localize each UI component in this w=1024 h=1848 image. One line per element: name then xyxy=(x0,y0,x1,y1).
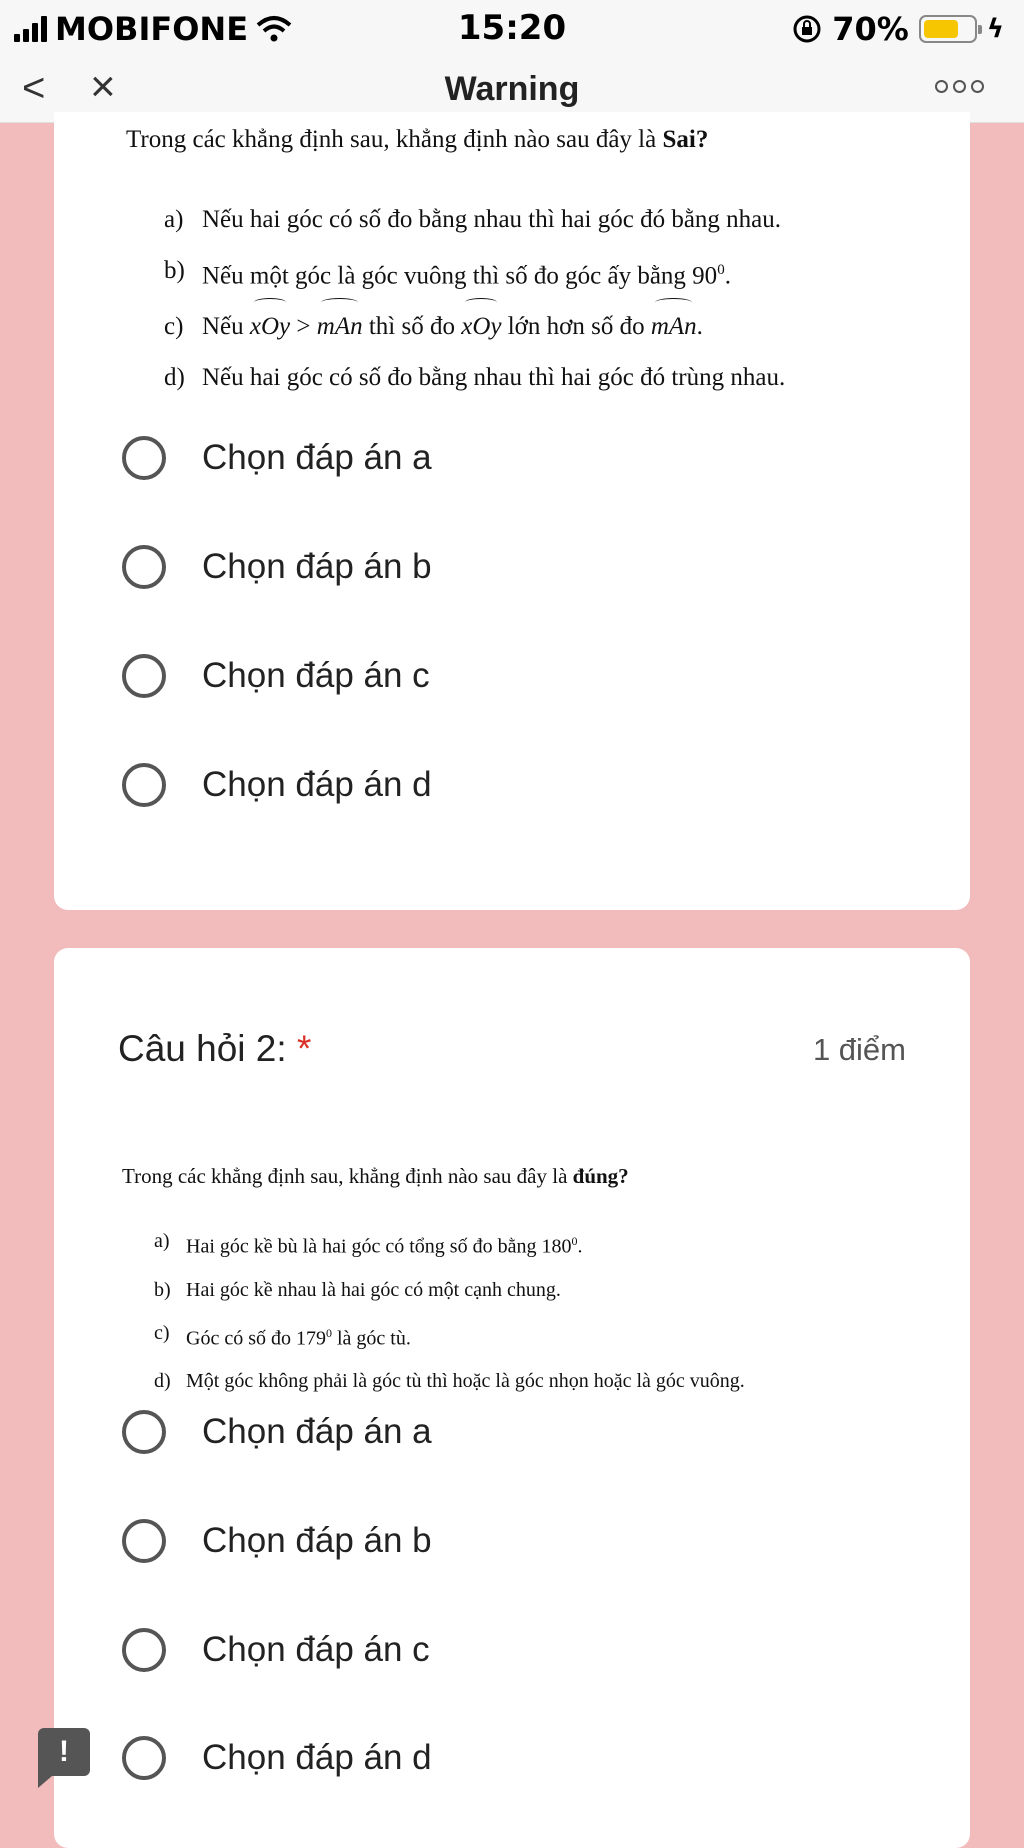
choice-1-d[interactable] xyxy=(122,755,432,815)
report-icon[interactable]: ! xyxy=(38,1728,90,1776)
statement-a-text: Hai góc kề bù là hai góc có tổng số đo bằng 180 xyxy=(186,1235,572,1258)
question-1-options xyxy=(164,194,785,403)
statement-a: a) Nếu hai góc có số đo bằng nhau thì hai góc đó bằng nhau. xyxy=(164,194,785,245)
statement-c-pre: Góc có số đo 179 xyxy=(186,1327,326,1350)
statement-c: c) Nếu xOy > mAn thì số đo xOy lớn hơn số đo mAn. xyxy=(164,301,785,352)
question-1-text xyxy=(126,126,708,154)
radio-button[interactable] xyxy=(122,763,166,807)
choice-label: Chọn đáp án c xyxy=(202,656,430,695)
carrier-name: MOBIFONE xyxy=(55,10,249,48)
close-icon[interactable]: × xyxy=(90,62,116,111)
question-2-intro: Trong các khẳng định sau, khẳng định nào sau đây là xyxy=(122,1164,568,1188)
radio-button[interactable] xyxy=(122,1410,166,1454)
radio-button[interactable] xyxy=(122,436,166,480)
question-2-options xyxy=(154,1220,745,1403)
statement-b-text: Hai góc kề nhau là hai góc có một cạnh chung. xyxy=(186,1278,561,1301)
statement-c-mid2: lớn hơn số đo xyxy=(507,313,645,341)
angle-xoy: xOy xyxy=(250,301,290,352)
choice-2-c[interactable] xyxy=(122,1620,430,1680)
question-1-intro: Trong các khẳng định sau, khẳng định nào sau đây là xyxy=(126,126,657,153)
choice-1-a[interactable] xyxy=(122,428,432,488)
statement-b: b) Nếu một góc là góc vuông thì số đo góc ấy bằng $90^0$. xyxy=(164,257,731,290)
choice-label: Chọn đáp án c xyxy=(202,1630,430,1669)
angle-man-2: mAn xyxy=(651,301,697,352)
greater-sign: > xyxy=(296,313,311,341)
choice-label: Chọn đáp án a xyxy=(202,438,432,477)
statement-b: b) Hai góc kề nhau là hai góc có một cạnh chung. xyxy=(154,1269,745,1312)
radio-button[interactable] xyxy=(122,1628,166,1672)
question-2-title xyxy=(118,1028,311,1070)
battery-fill xyxy=(924,20,958,38)
degree-sup: 0 xyxy=(325,1325,332,1340)
radio-button[interactable] xyxy=(122,1519,166,1563)
statement-c-pre: Nếu xyxy=(202,313,244,341)
degree-sup: 0 xyxy=(571,1234,578,1248)
question-2-points: 1 điểm xyxy=(812,1032,906,1067)
choice-2-a[interactable] xyxy=(122,1402,432,1462)
question-card-1 xyxy=(54,112,970,910)
statement-a: a) Hai góc kề bù là hai góc có tổng số đo bằng $180^0$. xyxy=(154,1230,583,1258)
choice-label: Chọn đáp án a xyxy=(202,1412,432,1451)
statement-a-text: Nếu hai góc có số đo bằng nhau thì hai góc đó bằng nhau. xyxy=(202,206,782,233)
status-bar xyxy=(0,0,1024,56)
statement-c-mid: thì số đo xyxy=(368,313,455,341)
rotation-lock-icon xyxy=(792,14,822,44)
choice-label: Chọn đáp án d xyxy=(202,765,432,804)
battery-icon xyxy=(919,15,977,43)
question-2-keyword: đúng? xyxy=(572,1164,629,1188)
radio-button[interactable] xyxy=(122,545,166,589)
choice-2-d[interactable] xyxy=(122,1728,432,1788)
radio-button[interactable] xyxy=(122,1736,166,1780)
angle-man: mAn xyxy=(317,301,363,352)
choice-label: Chọn đáp án b xyxy=(202,547,432,586)
statement-c: c) Góc có số đo $179^0$ là góc tù. xyxy=(154,1321,411,1350)
choice-label: Chọn đáp án d xyxy=(202,1738,432,1777)
choice-1-b[interactable] xyxy=(122,537,432,597)
clock: 15:20 xyxy=(457,8,567,48)
battery-percent: 70% xyxy=(832,10,909,48)
question-1-keyword: Sai? xyxy=(662,126,709,153)
page-title: Warning xyxy=(444,70,580,108)
statement-d-text: Một góc không phải là góc tù thì hoặc là góc nhọn hoặc là góc vuông. xyxy=(186,1370,745,1393)
statement-d: d) Một góc không phải là góc tù thì hoặc là góc nhọn hoặc là góc vuông. xyxy=(154,1360,745,1403)
question-2-text xyxy=(122,1164,629,1189)
question-card-2 xyxy=(54,948,970,1848)
charging-icon: ϟ xyxy=(986,14,1004,44)
more-icon[interactable] xyxy=(935,80,984,93)
statement-d-text: Nếu hai góc có số đo bằng nhau thì hai góc đó trùng nhau. xyxy=(202,364,786,392)
choice-1-c[interactable] xyxy=(122,646,430,706)
question-2-label: Câu hỏi 2: xyxy=(118,1028,287,1069)
statement-c-post: là góc tù. xyxy=(336,1327,411,1350)
degree-sup: 0 xyxy=(717,262,725,278)
statement-b-text: Nếu một góc là góc vuông thì số đo góc ấy bằng 90 xyxy=(202,262,718,290)
required-marker: * xyxy=(296,1028,312,1069)
statement-d: d) Nếu hai góc có số đo bằng nhau thì hai góc đó trùng nhau. xyxy=(164,352,785,403)
status-right xyxy=(792,10,1004,48)
choice-label: Chọn đáp án b xyxy=(202,1521,432,1560)
choice-2-b[interactable] xyxy=(122,1511,432,1571)
radio-button[interactable] xyxy=(122,654,166,698)
back-icon[interactable]: < xyxy=(22,66,46,110)
angle-xoy-2: xOy xyxy=(461,301,501,352)
